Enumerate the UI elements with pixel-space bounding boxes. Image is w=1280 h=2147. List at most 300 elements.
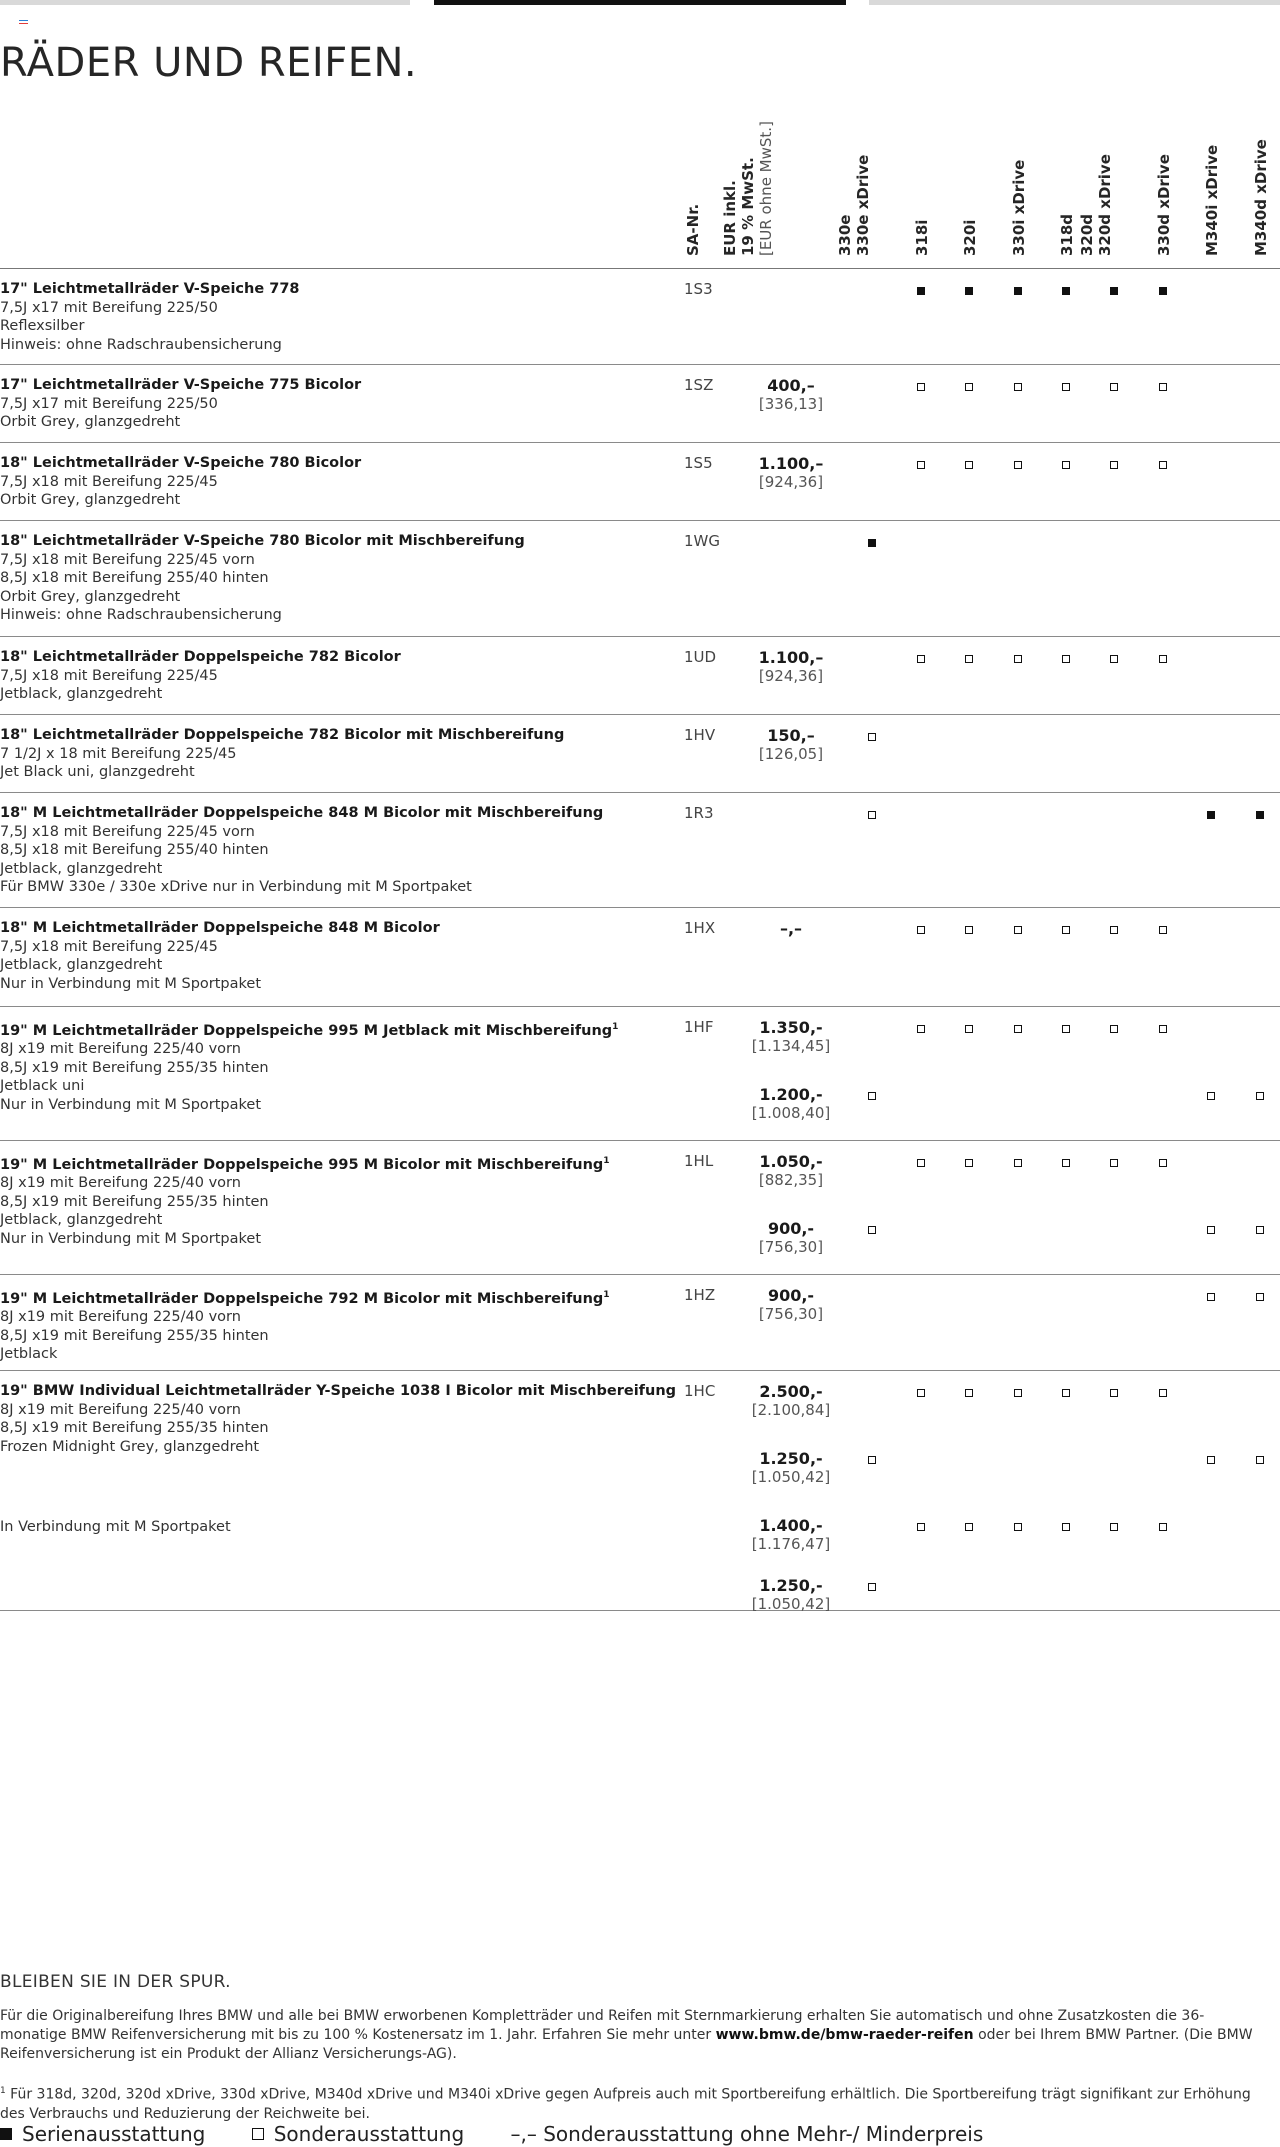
wheel-detail: Nur in Verbindung mit M Sportpaket bbox=[0, 975, 261, 992]
price-net: [1.008,40] bbox=[751, 1104, 831, 1122]
price-cell bbox=[735, 1286, 847, 1324]
wheel-detail: Jetblack bbox=[0, 1346, 58, 1363]
wheel-detail: Jet Black uni, glanzgedreht bbox=[0, 764, 195, 780]
wheel-description bbox=[0, 376, 680, 432]
wheel-detail: 8J x19 mit Bereifung 225/40 vorn bbox=[0, 1041, 241, 1058]
open-square-icon bbox=[1062, 1523, 1070, 1531]
price-cell bbox=[735, 1152, 847, 1190]
optional-equipment-marker bbox=[1107, 1155, 1121, 1169]
open-square-icon bbox=[965, 461, 973, 469]
sa-number: 1HC bbox=[684, 1382, 716, 1400]
optional-equipment-marker bbox=[1059, 1385, 1073, 1399]
open-square-icon bbox=[1062, 926, 1070, 934]
optional-equipment-marker bbox=[865, 1452, 879, 1466]
open-square-icon bbox=[1014, 461, 1022, 469]
wheel-detail: 8J x19 mit Bereifung 225/40 vorn bbox=[0, 1175, 241, 1192]
open-square-icon bbox=[1014, 383, 1022, 391]
open-square-icon bbox=[1014, 926, 1022, 934]
table-header bbox=[0, 110, 1280, 269]
open-square-icon bbox=[1110, 1523, 1118, 1531]
col-model-4-line-1: 330i xDrive bbox=[1010, 159, 1028, 256]
optional-equipment-marker bbox=[914, 457, 928, 471]
col-model-1-line-1: 330e bbox=[836, 214, 854, 256]
open-square-icon bbox=[917, 1389, 925, 1397]
wheel-name: 18" Leichtmetallräder V-Speiche 780 Bicolor mit Mischbereifung bbox=[0, 533, 525, 549]
wheel-detail: Nur in Verbindung mit M Sportpaket bbox=[0, 1096, 261, 1113]
open-square-icon bbox=[1014, 1025, 1022, 1033]
col-eur bbox=[721, 121, 775, 256]
wheel-detail: Jetblack, glanzgedreht bbox=[0, 1212, 163, 1229]
table-row bbox=[0, 907, 1280, 1007]
wheel-name: 19" BMW Individual Leichtmetallräder Y-Speiche 1038 I Bicolor mit Mischbereifung bbox=[0, 1383, 677, 1399]
price-cell bbox=[735, 1219, 847, 1257]
table-row bbox=[0, 1370, 1280, 1611]
footer-heading: BLEIBEN SIE IN DER SPUR. bbox=[0, 1972, 231, 1992]
price-gross: 1.100,– bbox=[758, 454, 824, 473]
table-row bbox=[0, 364, 1280, 443]
price-cell bbox=[735, 1382, 847, 1420]
optional-equipment-marker bbox=[962, 651, 976, 665]
price-net: [756,30] bbox=[758, 1238, 824, 1256]
optional-equipment-marker bbox=[1204, 1222, 1218, 1236]
open-square-icon bbox=[1110, 461, 1118, 469]
price-net: [2.100,84] bbox=[751, 1401, 831, 1419]
legend-serie: Serienausstattung bbox=[0, 2122, 205, 2146]
optional-equipment-marker bbox=[962, 1519, 976, 1533]
footer-link[interactable]: www.bmw.de/bmw-raeder-reifen bbox=[715, 2027, 974, 2043]
optional-equipment-marker bbox=[1059, 1021, 1073, 1035]
dash-symbol: –,– bbox=[510, 2122, 537, 2146]
col-model-6-line-2: 320d xDrive bbox=[1096, 154, 1114, 256]
open-square-icon bbox=[1207, 1293, 1215, 1301]
filled-square-icon bbox=[1207, 811, 1215, 819]
table-row bbox=[0, 520, 1280, 637]
wheel-description bbox=[0, 1152, 680, 1248]
page-tab-indicator-1 bbox=[0, 0, 410, 5]
wheel-detail: 8,5J x19 mit Bereifung 255/35 hinten bbox=[0, 1193, 269, 1210]
open-square-icon bbox=[1256, 1456, 1264, 1464]
price-gross: –,– bbox=[779, 919, 803, 938]
wheel-detail: 8,5J x19 mit Bereifung 255/35 hinten bbox=[0, 1059, 269, 1076]
footnote: $^1$ Für 318d, 320d, 320d xDrive, 330d xDrive, M340d xDrive und M340i xDrive gegen Aufpreis auch mit Sportbereifung erhältlich. Die Sportbereifung trägt signifikant zur Erhöhung des Verbrauchs und Reduzierung der Reichweite bei. bbox=[0, 2086, 1251, 2122]
open-square-icon bbox=[965, 655, 973, 663]
optional-equipment-marker bbox=[1011, 1021, 1025, 1035]
col-model-9-line-1: M340d xDrive bbox=[1252, 139, 1270, 256]
optional-equipment-marker bbox=[865, 1088, 879, 1102]
legend-dash: –,– Sonderausstattung ohne Mehr-/ Minderpreis bbox=[510, 2122, 984, 2146]
open-square-icon bbox=[917, 461, 925, 469]
wheel-description bbox=[0, 1382, 680, 1535]
open-square-icon bbox=[1014, 1389, 1022, 1397]
optional-equipment-marker bbox=[962, 379, 976, 393]
col-model-6 bbox=[1078, 154, 1114, 256]
table-row bbox=[0, 792, 1280, 908]
price-cell bbox=[735, 454, 847, 492]
open-square-icon bbox=[917, 926, 925, 934]
sa-number: 1SZ bbox=[684, 376, 714, 394]
open-square-icon bbox=[1256, 1226, 1264, 1234]
price-gross: 1.050,- bbox=[759, 1152, 823, 1171]
wheel-detail: 8,5J x18 mit Bereifung 255/40 hinten bbox=[0, 570, 269, 586]
open-square-icon bbox=[917, 1025, 925, 1033]
open-square-icon bbox=[1062, 383, 1070, 391]
price-gross: 900,- bbox=[767, 1219, 815, 1238]
table-row bbox=[0, 442, 1280, 521]
page-tab-indicator-3 bbox=[869, 0, 1280, 5]
col-model-5 bbox=[1058, 214, 1076, 256]
sa-number: 1HV bbox=[684, 726, 716, 744]
optional-equipment-marker bbox=[865, 807, 879, 821]
optional-equipment-marker bbox=[962, 1385, 976, 1399]
optional-equipment-marker bbox=[1107, 1385, 1121, 1399]
wheel-detail: 8,5J x19 mit Bereifung 255/35 hinten bbox=[0, 1327, 269, 1344]
price-net: [924,36] bbox=[758, 667, 824, 685]
price-cell bbox=[735, 1516, 847, 1554]
optional-equipment-marker bbox=[865, 729, 879, 743]
sa-number: 1HL bbox=[684, 1152, 714, 1170]
wheel-description bbox=[0, 804, 680, 897]
filled-square-icon bbox=[1159, 287, 1167, 295]
open-square-icon bbox=[1062, 1389, 1070, 1397]
filled-square-icon bbox=[1062, 287, 1070, 295]
table-row bbox=[0, 636, 1280, 715]
open-square-icon bbox=[965, 383, 973, 391]
open-square-icon bbox=[252, 2128, 264, 2140]
wheel-detail: 7,5J x17 mit Bereifung 225/50 bbox=[0, 299, 218, 316]
col-model-5-line-1: 318d bbox=[1058, 213, 1076, 256]
wheel-name: 18" Leichtmetallräder Doppelspeiche 782 Bicolor bbox=[0, 649, 401, 665]
optional-equipment-marker bbox=[1059, 1155, 1073, 1169]
optional-equipment-marker bbox=[914, 651, 928, 665]
optional-equipment-marker bbox=[914, 379, 928, 393]
col-model-8 bbox=[1203, 145, 1221, 256]
table-row bbox=[0, 268, 1280, 365]
optional-equipment-marker bbox=[1011, 922, 1025, 936]
standard-equipment-marker bbox=[1011, 283, 1025, 297]
open-square-icon bbox=[1159, 1025, 1167, 1033]
legend bbox=[0, 2122, 1023, 2146]
optional-equipment-marker bbox=[1011, 379, 1025, 393]
wheel-detail: Jetblack, glanzgedreht bbox=[0, 957, 163, 973]
price-net: [756,30] bbox=[758, 1305, 824, 1323]
wheel-detail: 8,5J x19 mit Bereifung 255/35 hinten bbox=[0, 1420, 269, 1436]
optional-equipment-marker bbox=[1107, 651, 1121, 665]
wheel-detail: Orbit Grey, glanzgedreht bbox=[0, 588, 181, 605]
standard-equipment-marker bbox=[962, 283, 976, 297]
wheel-name: 18" Leichtmetallräder Doppelspeiche 782 Bicolor mit Mischbereifung bbox=[0, 727, 565, 743]
open-square-icon bbox=[1207, 1092, 1215, 1100]
open-square-icon bbox=[868, 1092, 876, 1100]
price-gross: 900,- bbox=[767, 1286, 815, 1305]
open-square-icon bbox=[917, 383, 925, 391]
price-gross: 1.350,- bbox=[759, 1018, 823, 1037]
filled-square-icon bbox=[1256, 811, 1264, 819]
open-square-icon bbox=[1256, 1293, 1264, 1301]
optional-equipment-marker bbox=[1011, 1385, 1025, 1399]
standard-equipment-marker bbox=[914, 283, 928, 297]
open-square-icon bbox=[1110, 1159, 1118, 1167]
open-square-icon bbox=[965, 1523, 973, 1531]
open-square-icon bbox=[965, 1025, 973, 1033]
wheel-description bbox=[0, 454, 680, 510]
table-row bbox=[0, 1140, 1280, 1275]
wheel-description bbox=[0, 919, 680, 993]
optional-equipment-marker bbox=[1011, 457, 1025, 471]
sa-number: 1S3 bbox=[684, 280, 713, 298]
optional-equipment-marker bbox=[865, 1222, 879, 1236]
wheel-note: In Verbindung mit M Sportpaket bbox=[0, 1519, 231, 1535]
price-cell bbox=[735, 376, 847, 414]
col-model-1 bbox=[836, 155, 872, 256]
wheel-detail: 7 1/2J x 18 mit Bereifung 225/45 bbox=[0, 745, 237, 762]
open-square-icon bbox=[1062, 655, 1070, 663]
price-gross: 1.250,- bbox=[759, 1449, 823, 1468]
table-row bbox=[0, 714, 1280, 793]
optional-equipment-marker bbox=[1156, 1155, 1170, 1169]
wheel-detail: 7,5J x17 mit Bereifung 225/50 bbox=[0, 395, 218, 412]
open-square-icon bbox=[1159, 655, 1167, 663]
open-square-icon bbox=[917, 655, 925, 663]
wheel-description bbox=[0, 1018, 680, 1114]
col-sa-line-1: SA-Nr. bbox=[684, 203, 702, 256]
wheel-name: 18" Leichtmetallräder V-Speiche 780 Bicolor bbox=[0, 455, 362, 471]
open-square-icon bbox=[1110, 926, 1118, 934]
price-gross: 1.200,- bbox=[759, 1085, 823, 1104]
price-net: [1.176,47] bbox=[751, 1535, 831, 1553]
col-model-6-line-1: 320d bbox=[1078, 213, 1096, 256]
col-model-3 bbox=[961, 220, 979, 256]
open-square-icon bbox=[965, 1159, 973, 1167]
sa-number: 1WG bbox=[684, 532, 720, 550]
open-square-icon bbox=[1256, 1092, 1264, 1100]
col-model-1-line-2: 330e xDrive bbox=[854, 154, 872, 256]
filled-square-icon bbox=[917, 287, 925, 295]
price-gross: 150,– bbox=[767, 726, 815, 745]
open-square-icon bbox=[1207, 1456, 1215, 1464]
open-square-icon bbox=[1159, 383, 1167, 391]
open-square-icon bbox=[1014, 1523, 1022, 1531]
wheel-detail: Jetblack uni bbox=[0, 1078, 85, 1095]
optional-equipment-marker bbox=[1107, 379, 1121, 393]
optional-equipment-marker bbox=[914, 1519, 928, 1533]
wheel-description bbox=[0, 532, 680, 625]
wheel-detail: Jetblack, glanzgedreht bbox=[0, 860, 163, 877]
standard-equipment-marker bbox=[1107, 283, 1121, 297]
footer-text: Für die Originalbereifung Ihres BMW und alle bei BMW erworbenen Kompletträder und Reifen mit Sternmarkierung erhalten Sie automatisch und ohne Zusatzkosten die 36-monatige BMW Reifenversicherung mit bis zu 100 % Kostenersatz im 1. Jahr. Erfahren Sie mehr unter www.bmw.de/bmw-raeder-reifen oder bei Ihrem BMW Partner. (Die BMW Reifenversicherung ist ein Produkt der Allianz Versicherungs-AG). bbox=[0, 2008, 1253, 2062]
optional-equipment-marker bbox=[1156, 922, 1170, 936]
price-cell bbox=[735, 919, 847, 938]
wheel-name: 19" M Leichtmetallräder Doppelspeiche 995 M Bicolor mit Mischbereifung$^1$ bbox=[0, 1156, 610, 1173]
col-model-4 bbox=[1010, 160, 1028, 256]
col-model-2 bbox=[913, 220, 931, 256]
open-square-icon bbox=[965, 926, 973, 934]
price-cell bbox=[735, 648, 847, 686]
optional-equipment-marker bbox=[962, 1155, 976, 1169]
optional-equipment-marker bbox=[1204, 1452, 1218, 1466]
flag-icon bbox=[19, 20, 28, 26]
price-cell bbox=[735, 1449, 847, 1487]
col-eur-line-1: EUR inkl. bbox=[721, 180, 739, 256]
wheel-name: 19" M Leichtmetallräder Doppelspeiche 995 M Jetblack mit Mischbereifung$^1$ bbox=[0, 1022, 619, 1039]
price-cell bbox=[735, 1018, 847, 1056]
wheel-description bbox=[0, 280, 680, 354]
wheel-detail: 8J x19 mit Bereifung 225/40 vorn bbox=[0, 1309, 241, 1326]
optional-equipment-marker bbox=[1156, 1021, 1170, 1035]
open-square-icon bbox=[1207, 1226, 1215, 1234]
optional-equipment-marker bbox=[1011, 1155, 1025, 1169]
open-square-icon bbox=[1110, 1389, 1118, 1397]
optional-equipment-marker bbox=[1059, 651, 1073, 665]
wheel-detail: 8J x19 mit Bereifung 225/40 vorn bbox=[0, 1401, 241, 1418]
price-cell bbox=[735, 1085, 847, 1123]
col-model-7-line-1: 330d xDrive bbox=[1155, 154, 1173, 256]
filled-square-icon bbox=[1014, 287, 1022, 295]
optional-equipment-marker bbox=[962, 457, 976, 471]
open-square-icon bbox=[1110, 655, 1118, 663]
price-net: [1.050,42] bbox=[751, 1595, 831, 1613]
price-net: [882,35] bbox=[758, 1171, 824, 1189]
optional-equipment-marker bbox=[1204, 1289, 1218, 1303]
wheel-detail: Orbit Grey, glanzgedreht bbox=[0, 414, 181, 430]
open-square-icon bbox=[868, 1456, 876, 1464]
col-model-3-line-1: 320i bbox=[961, 219, 979, 256]
optional-equipment-marker bbox=[1156, 379, 1170, 393]
open-square-icon bbox=[868, 811, 876, 819]
filled-square-icon bbox=[0, 2128, 12, 2140]
optional-equipment-marker bbox=[1059, 1519, 1073, 1533]
open-square-icon bbox=[1062, 1159, 1070, 1167]
col-sa bbox=[684, 204, 702, 256]
price-gross: 1.100,– bbox=[758, 648, 824, 667]
price-gross: 2.500,- bbox=[759, 1382, 823, 1401]
col-model-2-line-1: 318i bbox=[913, 219, 931, 256]
col-model-8-line-1: M340i xDrive bbox=[1203, 144, 1221, 256]
price-net: [1.134,45] bbox=[751, 1037, 831, 1055]
standard-equipment-marker bbox=[1059, 283, 1073, 297]
open-square-icon bbox=[1159, 1159, 1167, 1167]
wheel-name: 18" M Leichtmetallräder Doppelspeiche 848 M Bicolor bbox=[0, 920, 440, 936]
wheel-detail: 7,5J x18 mit Bereifung 225/45 bbox=[0, 938, 218, 955]
optional-equipment-marker bbox=[865, 1579, 879, 1593]
open-square-icon bbox=[1159, 1523, 1167, 1531]
optional-equipment-marker bbox=[1204, 1088, 1218, 1102]
optional-equipment-marker bbox=[914, 1155, 928, 1169]
wheel-detail: Nur in Verbindung mit M Sportpaket bbox=[0, 1230, 261, 1247]
page-tab-indicator-active bbox=[434, 0, 846, 5]
open-square-icon bbox=[1159, 1389, 1167, 1397]
optional-equipment-marker bbox=[1253, 1222, 1267, 1236]
standard-equipment-marker bbox=[1156, 283, 1170, 297]
open-square-icon bbox=[1014, 655, 1022, 663]
wheel-detail: Hinweis: ohne Radschraubensicherung bbox=[0, 607, 282, 623]
wheel-name: 17" Leichtmetallräder V-Speiche 778 bbox=[0, 281, 300, 297]
optional-equipment-marker bbox=[1107, 457, 1121, 471]
price-cell bbox=[735, 726, 847, 764]
standard-equipment-marker bbox=[1204, 807, 1218, 821]
open-square-icon bbox=[1062, 1025, 1070, 1033]
open-square-icon bbox=[917, 1523, 925, 1531]
open-square-icon bbox=[965, 1389, 973, 1397]
filled-square-icon bbox=[965, 287, 973, 295]
wheel-description bbox=[0, 726, 680, 782]
wheel-description bbox=[0, 648, 680, 704]
price-gross: 1.400,- bbox=[759, 1516, 823, 1535]
wheel-name: 19" M Leichtmetallräder Doppelspeiche 792 M Bicolor mit Mischbereifung$^1$ bbox=[0, 1290, 610, 1307]
open-square-icon bbox=[1062, 461, 1070, 469]
optional-equipment-marker bbox=[914, 1385, 928, 1399]
filled-square-icon bbox=[1110, 287, 1118, 295]
optional-equipment-marker bbox=[1107, 1519, 1121, 1533]
wheel-description bbox=[0, 1286, 680, 1364]
optional-equipment-marker bbox=[1059, 379, 1073, 393]
sa-number: 1S5 bbox=[684, 454, 713, 472]
sa-number: 1R3 bbox=[684, 804, 714, 822]
optional-equipment-marker bbox=[1156, 1519, 1170, 1533]
optional-equipment-marker bbox=[962, 1021, 976, 1035]
optional-equipment-marker bbox=[1011, 1519, 1025, 1533]
open-square-icon bbox=[1110, 1025, 1118, 1033]
optional-equipment-marker bbox=[1059, 922, 1073, 936]
optional-equipment-marker bbox=[1253, 1452, 1267, 1466]
open-square-icon bbox=[868, 1226, 876, 1234]
open-square-icon bbox=[1159, 926, 1167, 934]
wheel-detail: Frozen Midnight Grey, glanzgedreht bbox=[0, 1438, 260, 1455]
optional-equipment-marker bbox=[1059, 457, 1073, 471]
page-title: RÄDER UND REIFEN. bbox=[0, 40, 418, 86]
optional-equipment-marker bbox=[1156, 1385, 1170, 1399]
price-cell bbox=[735, 1576, 847, 1614]
optional-equipment-marker bbox=[1107, 922, 1121, 936]
wheel-name: 17" Leichtmetallräder V-Speiche 775 Bicolor bbox=[0, 377, 362, 393]
open-square-icon bbox=[1159, 461, 1167, 469]
col-eur-line-3: [EUR ohne MwSt.] bbox=[757, 121, 775, 256]
price-net: [336,13] bbox=[758, 395, 824, 413]
sa-number: 1HF bbox=[684, 1018, 714, 1036]
optional-equipment-marker bbox=[914, 922, 928, 936]
wheel-detail: 7,5J x18 mit Bereifung 225/45 vorn bbox=[0, 823, 255, 840]
table-row bbox=[0, 1274, 1280, 1371]
optional-equipment-marker bbox=[962, 922, 976, 936]
open-square-icon bbox=[1014, 1159, 1022, 1167]
standard-equipment-marker bbox=[865, 535, 879, 549]
wheel-detail: 7,5J x18 mit Bereifung 225/45 vorn bbox=[0, 551, 255, 568]
sa-number: 1UD bbox=[684, 648, 717, 666]
legend-sonder: Sonderausstattung bbox=[252, 2122, 464, 2146]
wheel-detail: 7,5J x18 mit Bereifung 225/45 bbox=[0, 473, 218, 490]
price-net: [1.050,42] bbox=[751, 1468, 831, 1486]
table-row bbox=[0, 1006, 1280, 1141]
optional-equipment-marker bbox=[1253, 1289, 1267, 1303]
wheel-detail: Reflexsilber bbox=[0, 318, 85, 334]
optional-equipment-marker bbox=[1156, 457, 1170, 471]
open-square-icon bbox=[868, 733, 876, 741]
sa-number: 1HZ bbox=[684, 1286, 716, 1304]
optional-equipment-marker bbox=[1156, 651, 1170, 665]
open-square-icon bbox=[1110, 383, 1118, 391]
standard-equipment-marker bbox=[1253, 807, 1267, 821]
optional-equipment-marker bbox=[1107, 1021, 1121, 1035]
col-eur-line-2: 19 % MwSt. bbox=[739, 157, 757, 256]
price-net: [924,36] bbox=[758, 473, 824, 491]
wheel-detail: 7,5J x18 mit Bereifung 225/45 bbox=[0, 667, 218, 684]
col-model-9 bbox=[1252, 139, 1270, 256]
sa-number: 1HX bbox=[684, 919, 716, 937]
optional-equipment-marker bbox=[914, 1021, 928, 1035]
wheel-name: 18" M Leichtmetallräder Doppelspeiche 848 M Bicolor mit Mischbereifung bbox=[0, 805, 604, 821]
wheel-detail: 8,5J x18 mit Bereifung 255/40 hinten bbox=[0, 842, 269, 858]
col-model-7 bbox=[1155, 154, 1173, 256]
wheel-detail: Orbit Grey, glanzgedreht bbox=[0, 492, 181, 508]
